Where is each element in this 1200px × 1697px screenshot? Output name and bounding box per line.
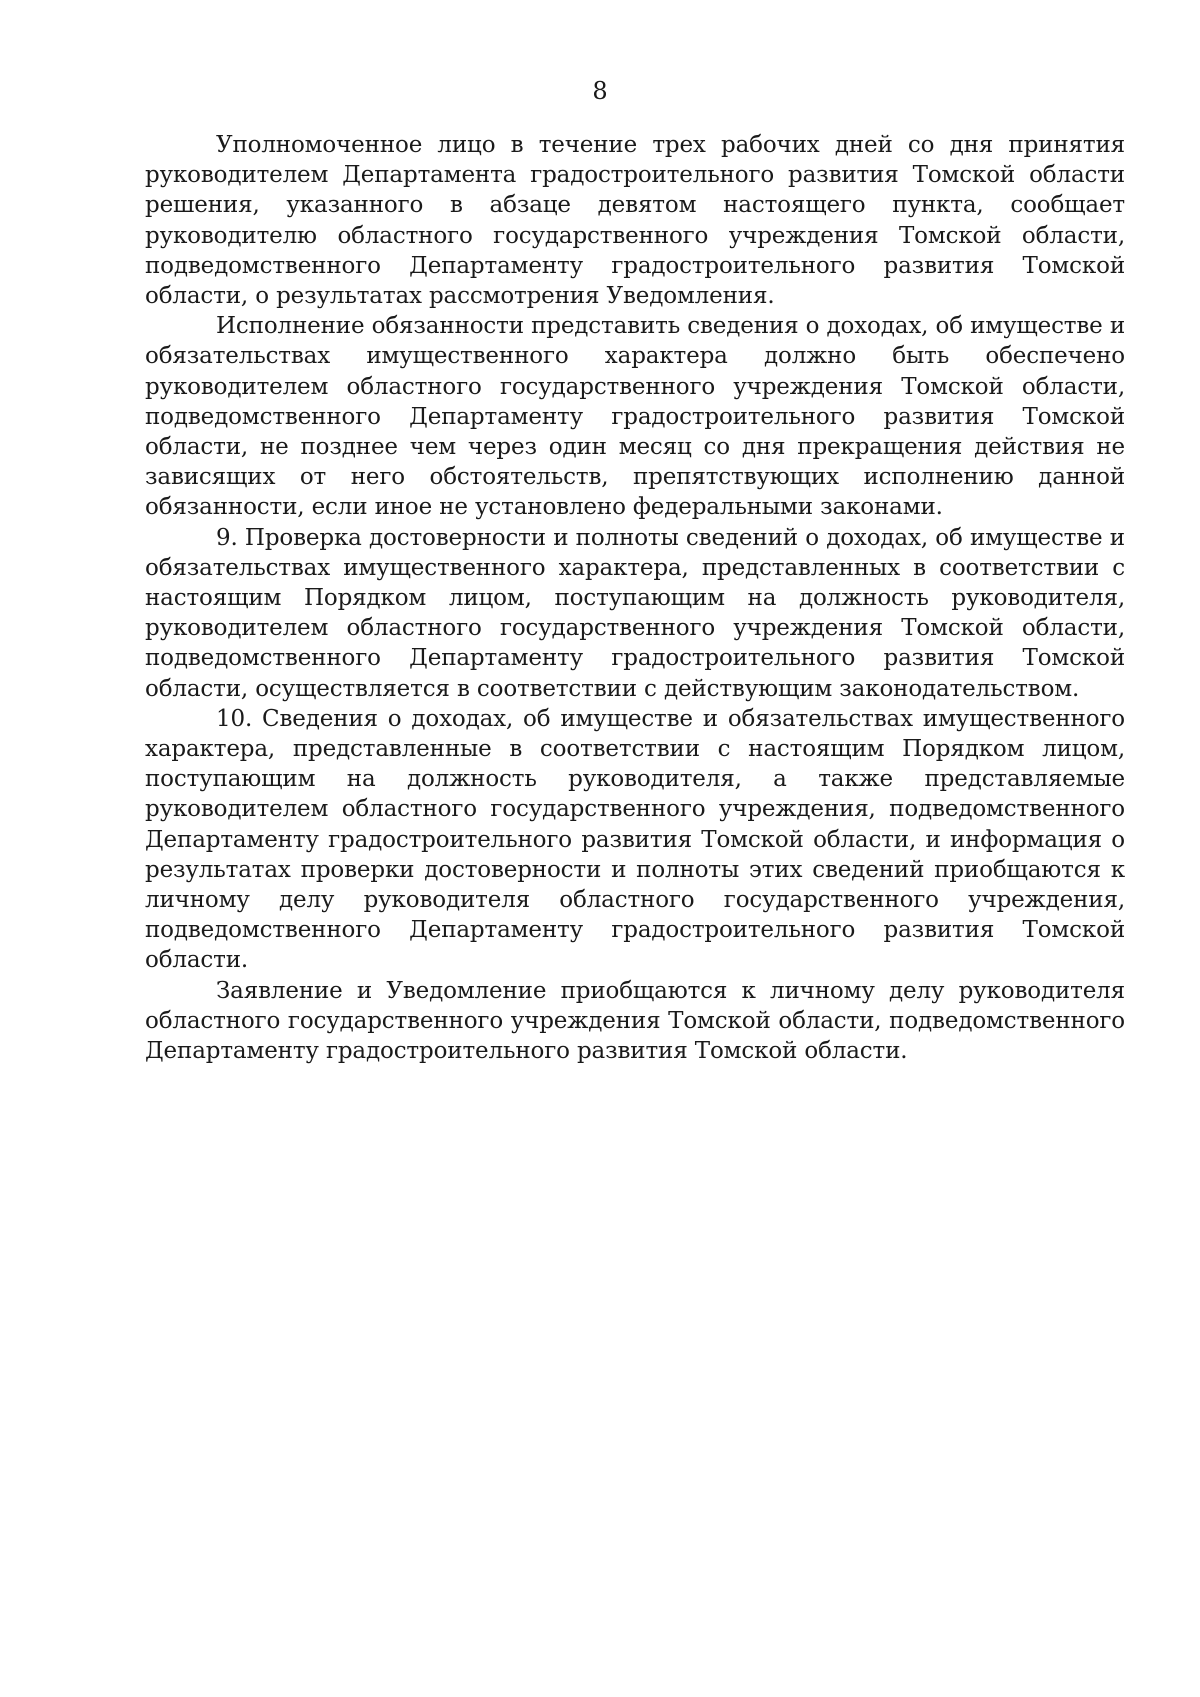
document-body: [145, 130, 1125, 1066]
paragraph-notification-result: Уполномоченное лицо в течение трех рабочих дней со дня принятия руководителем Департамента градостроительного развития Томской области решения, указанного в абзаце девятом настоящего пункта, сообщает руководителю областного государственного учреждения Томской области, подведомственного Департаменту градостроительного развития Томской области, о результатах рассмотрения Уведомления.: [145, 132, 1125, 310]
paragraph-item-9-verification: 9. Проверка достоверности и полноты сведений о доходах, об имуществе и обязательствах имущественного характера, представленных в соответствии с настоящим Порядком лицом, поступающим на должность руководителя, руководителем областного государственного учреждения Томской области, подведомственного Департаменту градостроительного развития Томской области, осуществляется в соответствии с действующим законодательством.: [145, 524, 1125, 702]
page-number: 8: [592, 77, 608, 105]
paragraph-item-10-personal-file: 10. Сведения о доходах, об имуществе и обязательствах имущественного характера, представленные в соответствии с настоящим Порядком лицом, поступающим на должность руководителя, а также представляемые руководителем областного государственного учреждения, подведомственного Департаменту градостроительного развития Томской области, и информация о результатах проверки достоверности и полноты этих сведений приобщаются к личному делу руководителя областного государственного учреждения, подведомственного Департаменту градостроительного развития Томской области.: [145, 705, 1125, 974]
paragraph-obligation-fulfillment: Исполнение обязанности представить сведения о доходах, об имуществе и обязательствах имущественного характера должно быть обеспечено руководителем областного государственного учреждения Томской области, подведомственного Департаменту градостроительного развития Томской области, не позднее чем через один месяц со дня прекращения действия не зависящих от него обстоятельств, препятствующих исполнению данной обязанности, если иное не установлено федеральными законами.: [145, 313, 1125, 521]
paragraph-application-attachment: Заявление и Уведомление приобщаются к личному делу руководителя областного государственного учреждения Томской области, подведомственного Департаменту градостроительного развития Томской области.: [145, 977, 1125, 1065]
